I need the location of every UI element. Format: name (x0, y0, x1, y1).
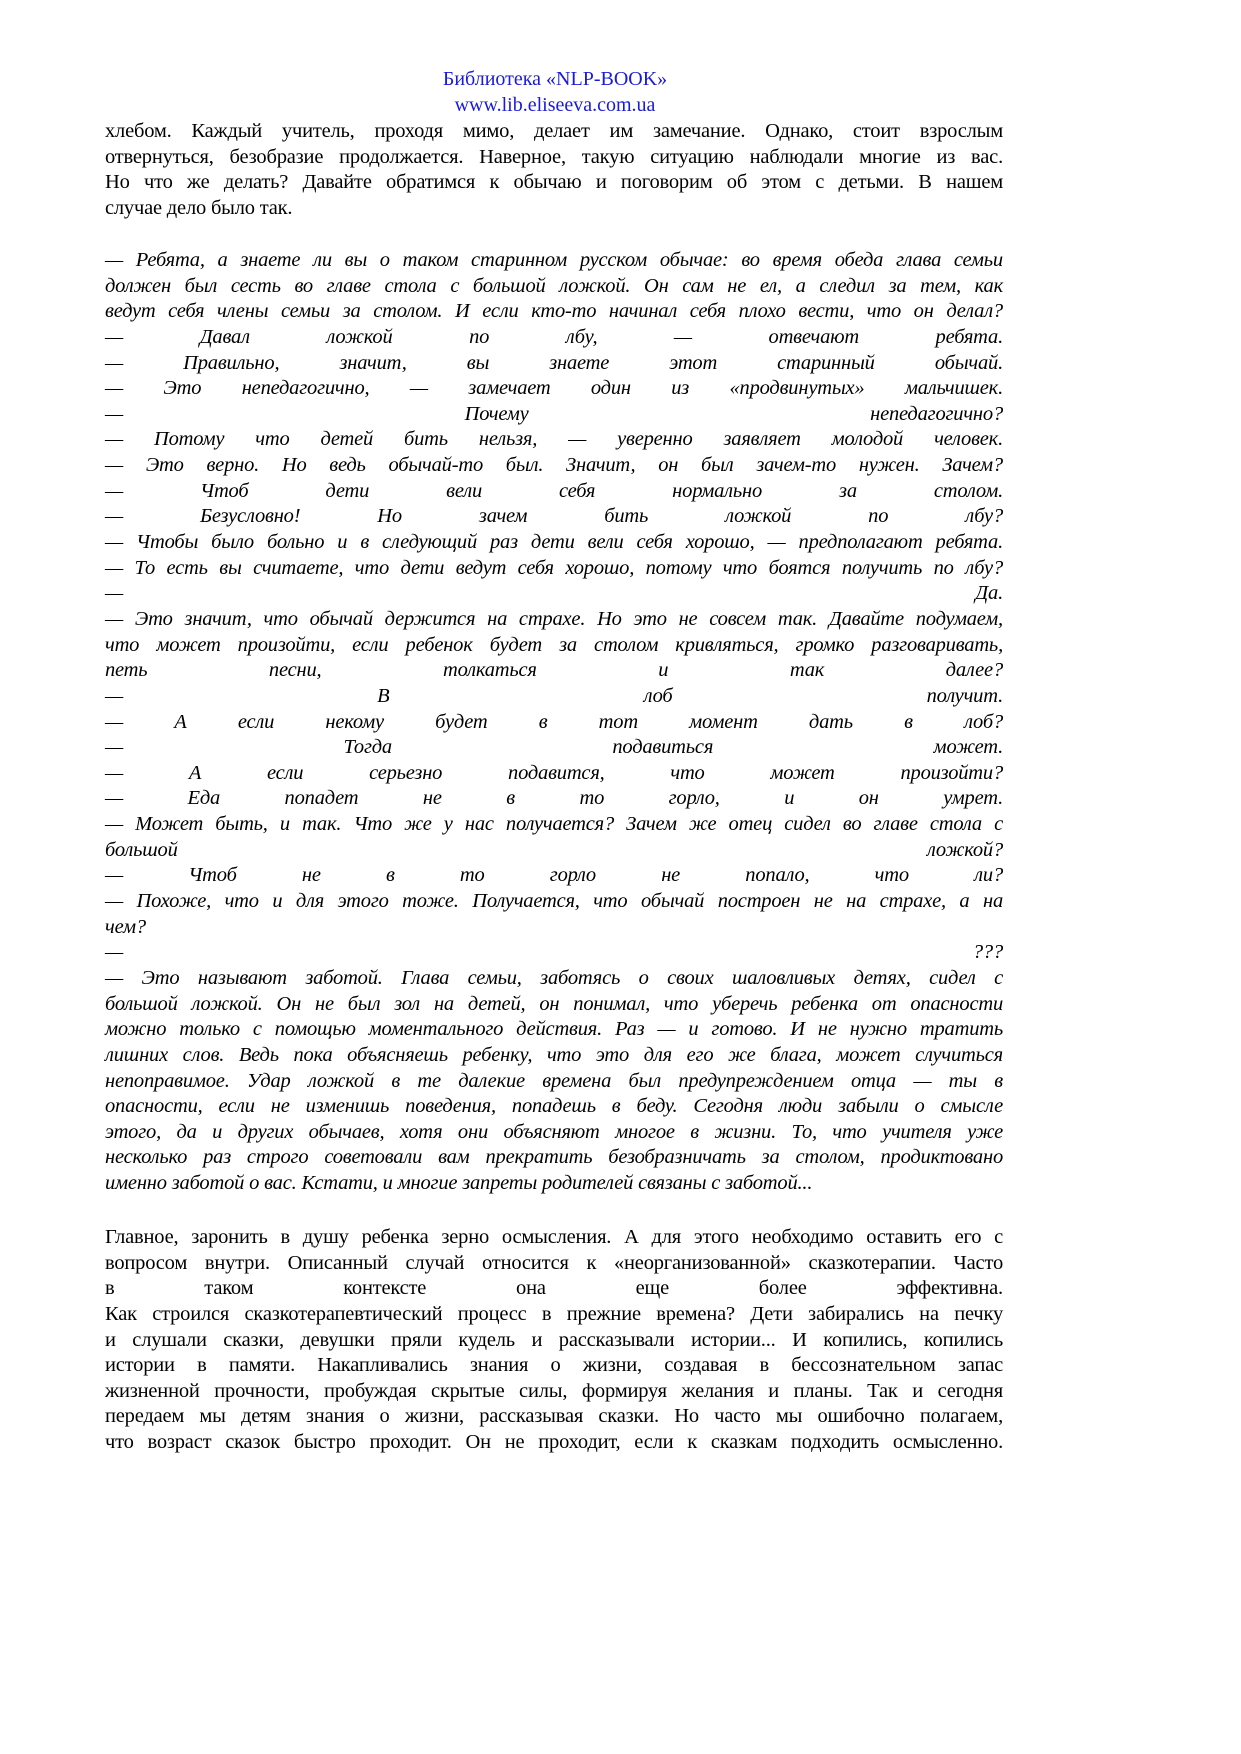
text-line: в таком контексте она еще более эффективна. (105, 1277, 1003, 1300)
text-line: — Ребята, а знаете ли вы о таком старинном русском обычае: во время обеда глава семьи (105, 249, 1003, 271)
text-line: — Потому что детей бить нельзя, — уверенно заявляет молодой человек. (105, 428, 1003, 451)
text-line: — Давал ложкой по лбу, — отвечают ребята. (105, 325, 1003, 348)
text-line: что может произойти, если ребенок будет за столом кривляться, громко разговаривать, (105, 633, 1003, 656)
text-line: — А если некому будет в тот момент дать в лоб? (105, 710, 1003, 733)
text-line: несколько раз строго советовали вам прекратить безобразничать за столом, продиктовано (105, 1146, 1003, 1169)
text-line: именно заботой о вас. Кстати, и многие запреты родителей связаны с заботой... (105, 1172, 813, 1195)
text-line: — Правильно, значит, вы знаете этот старинный обычай. (105, 351, 1003, 374)
text-line: истории в памяти. Накапливались знания о жизни, создавая в бессознательном запас (105, 1354, 1003, 1377)
text-line: — Да. (105, 582, 1003, 605)
text-line: — Это называют заботой. Глава семьи, заботясь о своих шаловливых детях, сидел с (105, 966, 1003, 989)
text-line: — Еда попадет не в то горло, и он умрет. (105, 787, 1003, 810)
text-line: — В лоб получит. (105, 684, 1003, 707)
text-line: — Может быть, и так. Что же у нас получается? Зачем же отец сидел во главе стола с (105, 813, 1003, 836)
text-line: что возраст сказок быстро проходит. Он не проходит, если к сказкам подходить осмысленно. (105, 1431, 1003, 1454)
text-line: Главное, заронить в душу ребенка зерно осмысления. А для этого необходимо оставить его с (105, 1226, 1003, 1248)
text-line: Как строился сказкотерапевтический процесс в прежние времена? Дети забирались на печку (105, 1302, 1003, 1325)
text-line: жизненной прочности, пробуждая скрытые силы, формируя желания и планы. Так и сегодня (105, 1379, 1003, 1402)
text-line: передаем мы детям знания о жизни, рассказывая сказки. Но часто мы ошибочно полагаем, (105, 1405, 1003, 1428)
text-line: большой ложкой? (105, 838, 1003, 861)
text-line: ведут себя члены семьи за столом. И если кто-то начинал себя плохо вести, что он делал? (105, 300, 1003, 323)
text-line: — Это верно. Но ведь обычай-то был. Значит, он был зачем-то нужен. Зачем? (105, 454, 1003, 477)
text-line: чем? (105, 915, 146, 938)
paragraph-conclusion (105, 1225, 1003, 1456)
text-line: опасности, если не изменишь поведения, попадешь в беду. Сегодня люди забыли о смысле (105, 1095, 1003, 1118)
text-line: можно только с помощью моментального действия. Раз — и готово. И не нужно тратить (105, 1018, 1003, 1041)
library-url[interactable]: www.lib.eliseeva.com.ua (454, 94, 656, 116)
text-line: непоправимое. Удар ложкой в те далекие времена был предупреждением отца — ты в (105, 1069, 1003, 1092)
text-line: — Чтобы было больно и в следующий раз дети вели себя хорошо, — предполагают ребята. (105, 531, 1003, 554)
text-line: отвернуться, безобразие продолжается. Наверное, такую ситуацию наблюдали многие из вас. (105, 145, 1003, 168)
text-line: — Чтоб дети вели себя нормально за столом. (105, 479, 1003, 502)
text-line: большой ложкой. Он не был зол на детей, он понимал, что уберечь ребенка от опасности (105, 992, 1003, 1015)
text-line: — А если серьезно подавится, что может произойти? (105, 761, 1003, 784)
text-line: — Безусловно! Но зачем бить ложкой по лбу? (105, 505, 1003, 528)
text-line: лишних слов. Ведь пока объясняешь ребенку, что это для его же блага, может случиться (105, 1043, 1003, 1066)
text-line: — Это непедагогично, — замечает один из «продвинутых» мальчишек. (105, 377, 1003, 400)
text-line: и слушали сказки, девушки пряли кудель и рассказывали истории... И копились, копились (105, 1328, 1003, 1351)
text-line: должен был сесть во главе стола с большой ложкой. Он сам не ел, а следил за тем, как (105, 274, 1003, 297)
text-line: Но что же делать? Давайте обратимся к обычаю и поговорим об этом с детьми. В нашем (105, 171, 1003, 194)
library-title: Библиотека «NLP-BOOK» (442, 68, 668, 90)
text-line: — То есть вы считаете, что дети ведут себя хорошо, потому что боятся получить по лбу? (105, 556, 1003, 579)
paragraph-intro (105, 119, 1003, 222)
text-line: случае дело было так. (105, 196, 293, 219)
paragraph-dialogue (105, 248, 1003, 1197)
text-line: — ??? (105, 941, 1003, 964)
text-line: — Это значит, что обычай держится на страхе. Но это не совсем так. Давайте подумаем, (105, 607, 1003, 630)
text-line: вопросом внутри. Описанный случай относится к «неорганизованной» сказкотерапии. Часто (105, 1251, 1003, 1274)
text-line: — Чтоб не в то горло не попало, что ли? (105, 864, 1003, 887)
text-line: — Почему непедагогично? (105, 402, 1003, 425)
text-line: петь песни, толкаться и так далее? (105, 659, 1003, 682)
text-line: этого, да и других обычаев, хотя они объясняют многое в жизни. То, что учителя уже (105, 1120, 1003, 1143)
text-line: — Тогда подавиться может. (105, 736, 1003, 759)
text-line: хлебом. Каждый учитель, проходя мимо, делает им замечание. Однако, стоит взрослым (105, 120, 1003, 142)
text-line: — Похоже, что и для этого тоже. Получается, что обычай построен не на страхе, а на (105, 890, 1003, 913)
